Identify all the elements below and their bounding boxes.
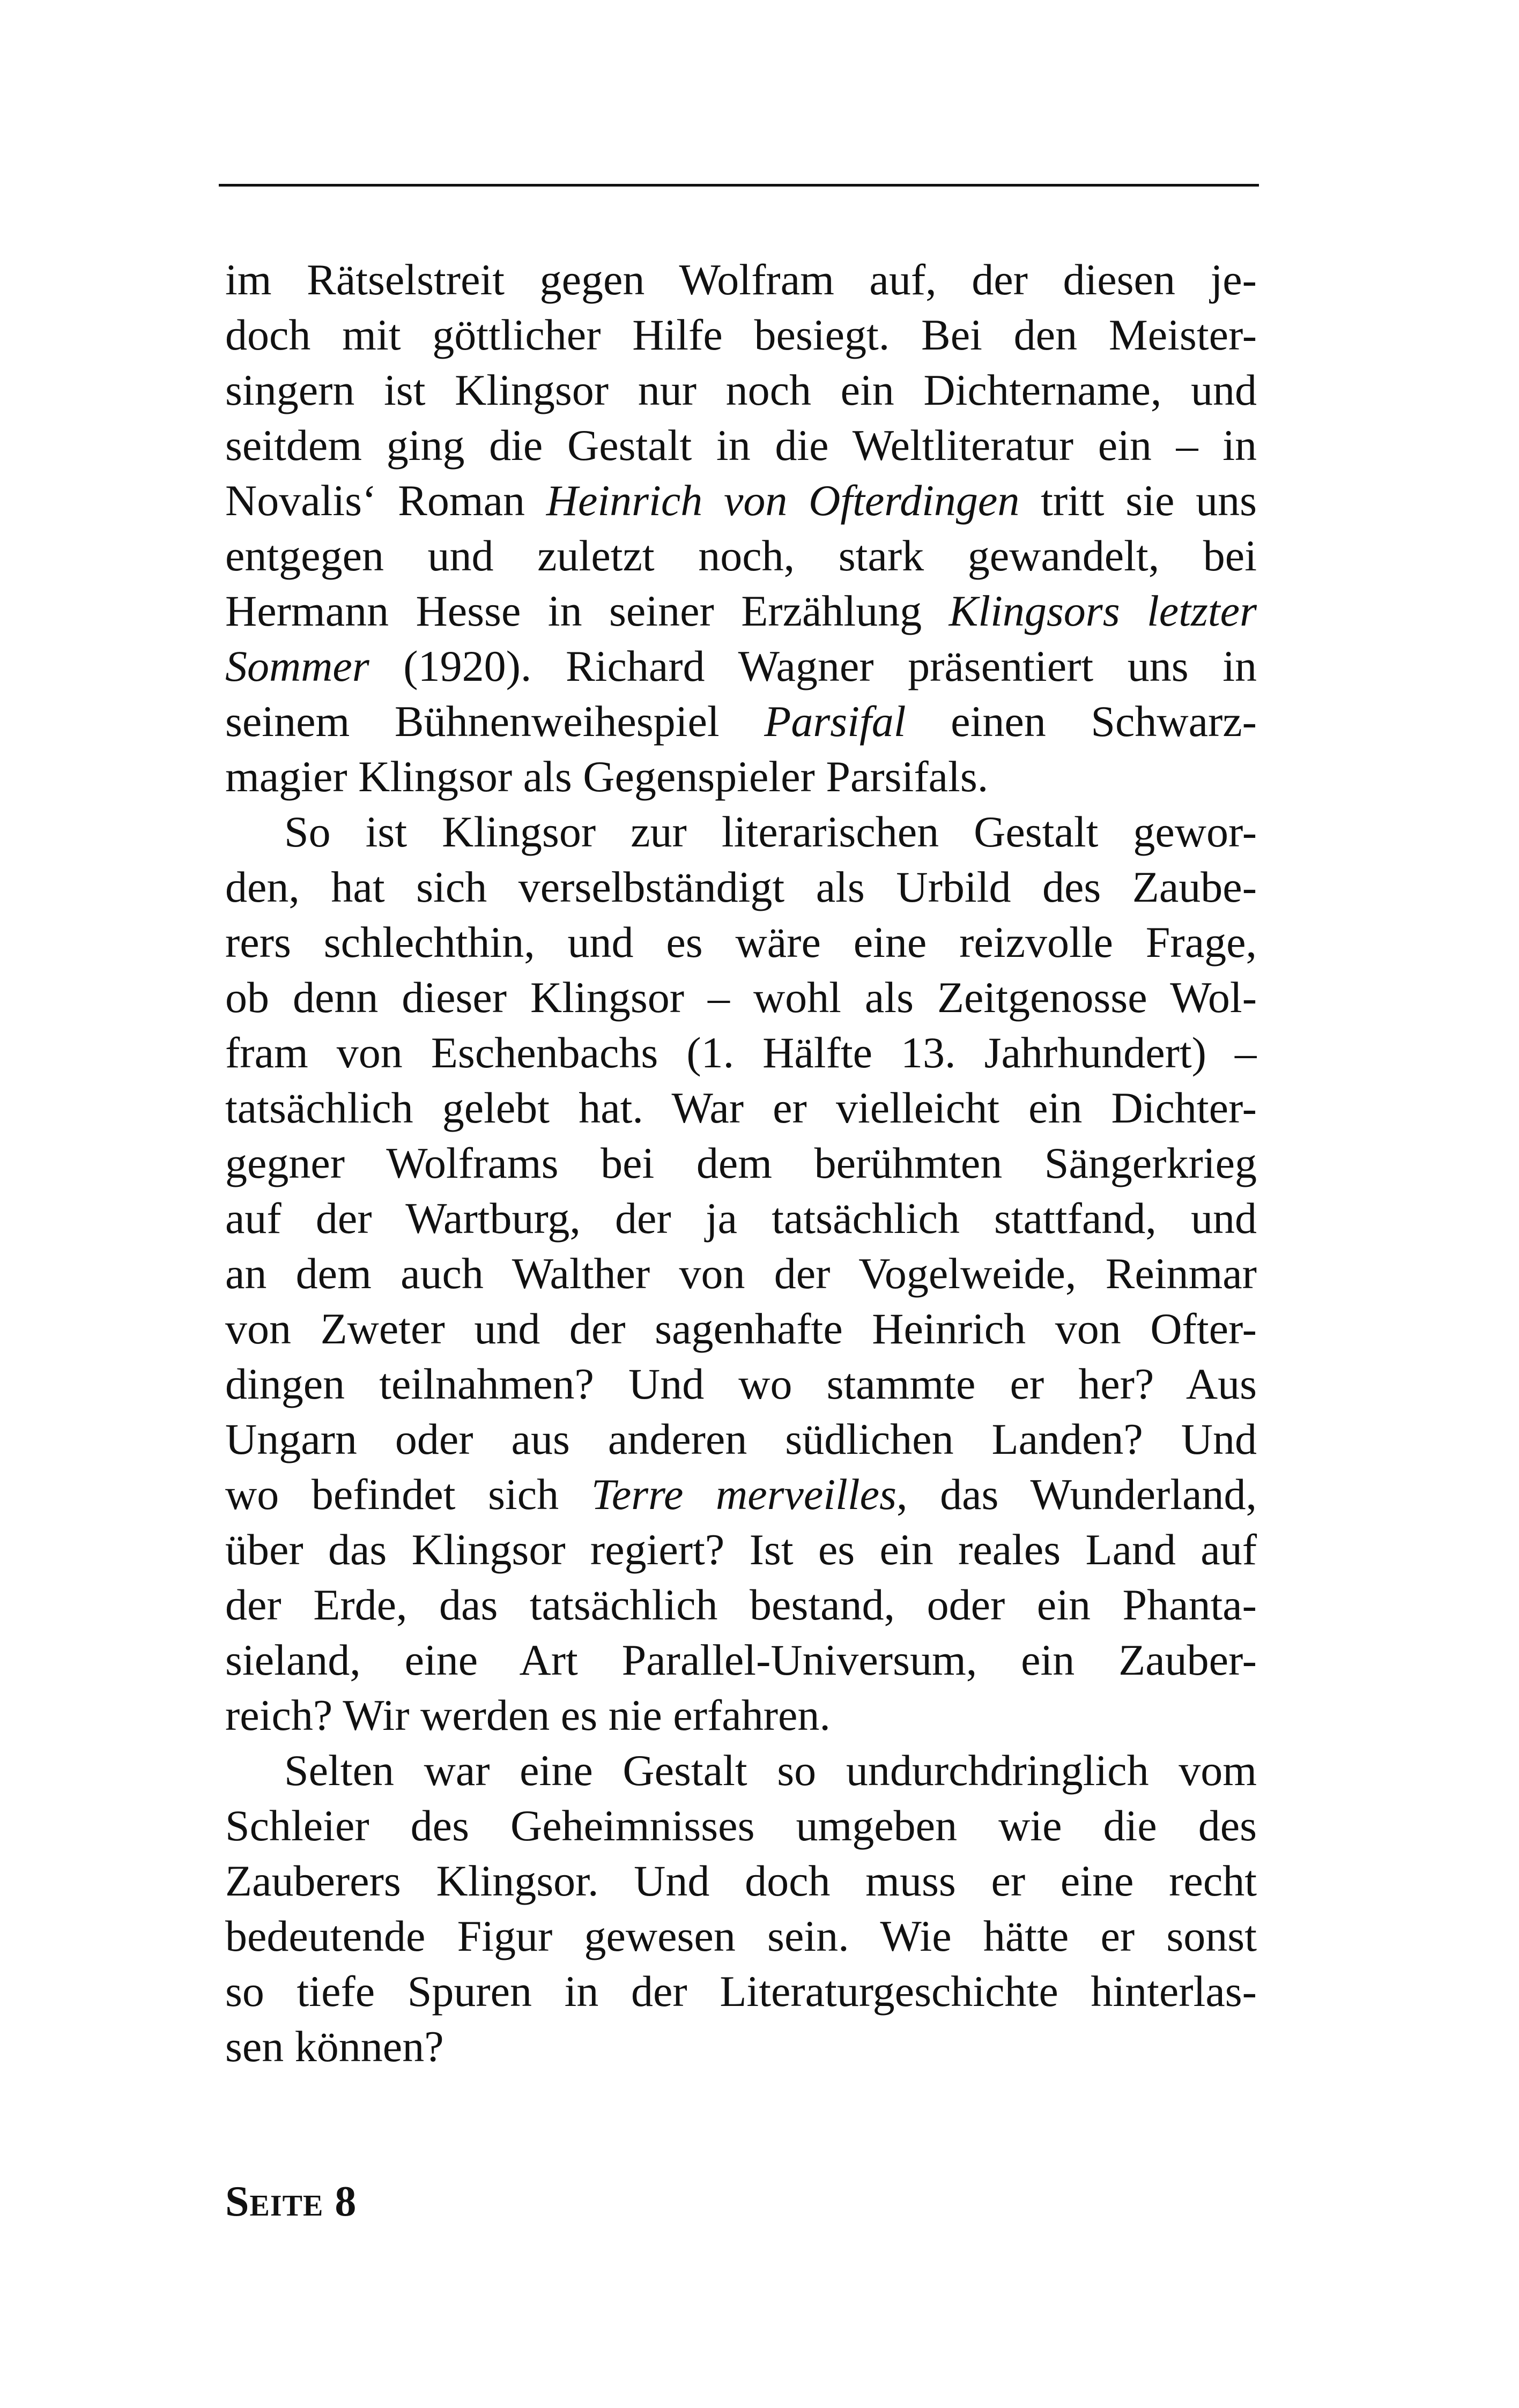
text-line bbox=[225, 1467, 1257, 1522]
text-line bbox=[225, 1301, 1257, 1356]
text-segment: seitdem ging die Gestalt in die Weltliteratur ein – in bbox=[225, 421, 1257, 470]
text-segment: (1920). Richard Wagner präsentiert uns in bbox=[369, 642, 1257, 690]
text-line bbox=[225, 1964, 1257, 2019]
text-line bbox=[225, 859, 1257, 915]
text-segment: , das Wunderland, bbox=[896, 1470, 1257, 1519]
page-number: Seite 8 bbox=[225, 2178, 357, 2225]
header-rule bbox=[219, 184, 1259, 187]
text-line bbox=[225, 1743, 1257, 1798]
text-line bbox=[225, 1853, 1257, 1908]
text-segment: wo befindet sich bbox=[225, 1470, 591, 1519]
text-line bbox=[225, 638, 1257, 694]
body-text bbox=[225, 252, 1257, 2074]
text-segment: sieland, eine Art Parallel-Universum, ein Zauber- bbox=[225, 1636, 1257, 1684]
text-line bbox=[225, 362, 1257, 418]
text-segment: ob denn dieser Klingsor – wohl als Zeitgenosse Wol- bbox=[225, 973, 1257, 1022]
text-segment: einen Schwarz- bbox=[906, 697, 1257, 746]
text-segment: dingen teilnahmen? Und wo stammte er her? Aus bbox=[225, 1359, 1257, 1408]
text-line bbox=[225, 1522, 1257, 1577]
text-segment: So ist Klingsor zur literarischen Gestalt gewor- bbox=[284, 807, 1257, 856]
text-line bbox=[225, 583, 1257, 638]
text-segment: reich? Wir werden es nie erfahren. bbox=[225, 1691, 831, 1740]
text-line bbox=[225, 1577, 1257, 1632]
text-segment: im Rätselstreit gegen Wolfram auf, der diesen je- bbox=[225, 255, 1257, 304]
text-segment: so tiefe Spuren in der Literaturgeschichte hinterlas- bbox=[225, 1967, 1257, 2016]
text-segment: von Zweter und der sagenhafte Heinrich von Ofter- bbox=[225, 1304, 1257, 1353]
italic-title: Terre merveilles bbox=[591, 1470, 896, 1519]
text-segment: Hermann Hesse in seiner Erzählung bbox=[225, 586, 949, 635]
italic-title: Klingsors letzter bbox=[949, 586, 1257, 635]
text-line bbox=[225, 1025, 1257, 1080]
text-segment: magier Klingsor als Gegenspieler Parsifals. bbox=[225, 752, 989, 801]
text-line bbox=[225, 1356, 1257, 1411]
text-line bbox=[225, 1191, 1257, 1246]
italic-title: Heinrich von Ofterdingen bbox=[546, 476, 1020, 525]
text-segment: tritt sie uns bbox=[1019, 476, 1257, 525]
text-segment: sen können? bbox=[225, 2022, 444, 2071]
text-segment: doch mit göttlicher Hilfe besiegt. Bei den Meister- bbox=[225, 310, 1257, 359]
text-line bbox=[225, 1246, 1257, 1301]
text-segment: an dem auch Walther von der Vogelweide, Reinmar bbox=[225, 1249, 1257, 1298]
text-segment: über das Klingsor regiert? Ist es ein reales Land auf bbox=[225, 1525, 1257, 1574]
text-segment: rers schlechthin, und es wäre eine reizvolle Frage, bbox=[225, 918, 1257, 967]
text-line bbox=[225, 970, 1257, 1025]
text-line bbox=[225, 528, 1257, 583]
text-segment: Ungarn oder aus anderen südlichen Landen? Und bbox=[225, 1415, 1257, 1463]
text-segment: entgegen und zuletzt noch, stark gewandelt, bei bbox=[225, 531, 1257, 580]
text-segment: seinem Bühnenweihespiel bbox=[225, 697, 765, 746]
text-segment: Selten war eine Gestalt so undurchdringlich vom bbox=[284, 1746, 1257, 1795]
text-line bbox=[225, 1632, 1257, 1688]
text-line bbox=[225, 1080, 1257, 1135]
text-segment: fram von Eschenbachs (1. Hälfte 13. Jahrhundert) – bbox=[225, 1028, 1257, 1077]
text-line bbox=[225, 1135, 1257, 1191]
text-segment: der Erde, das tatsächlich bestand, oder ein Phanta- bbox=[225, 1580, 1257, 1629]
text-segment: Novalis‘ Roman bbox=[225, 476, 546, 525]
text-line bbox=[225, 252, 1257, 307]
text-line bbox=[225, 1798, 1257, 1853]
text-segment: singern ist Klingsor nur noch ein Dichtername, und bbox=[225, 366, 1257, 414]
text-segment: Schleier des Geheimnisses umgeben wie die des bbox=[225, 1801, 1257, 1850]
text-segment: Zauberers Klingsor. Und doch muss er eine recht bbox=[225, 1856, 1257, 1905]
text-line bbox=[225, 1908, 1257, 1964]
text-line bbox=[225, 1688, 1257, 1743]
text-line bbox=[225, 694, 1257, 749]
text-segment: auf der Wartburg, der ja tatsächlich stattfand, und bbox=[225, 1194, 1257, 1243]
text-line bbox=[225, 418, 1257, 473]
text-line bbox=[225, 749, 1257, 804]
text-segment: gegner Wolframs bei dem berühmten Sängerkrieg bbox=[225, 1139, 1257, 1187]
text-segment: tatsächlich gelebt hat. War er vielleicht ein Dichter- bbox=[225, 1083, 1257, 1132]
italic-title: Sommer bbox=[225, 642, 369, 690]
italic-title: Parsifal bbox=[764, 697, 906, 746]
text-line bbox=[225, 1411, 1257, 1467]
text-line bbox=[225, 2019, 1257, 2074]
text-segment: bedeutende Figur gewesen sein. Wie hätte er sonst bbox=[225, 1912, 1257, 1960]
text-segment: den, hat sich verselbständigt als Urbild des Zaube- bbox=[225, 863, 1257, 911]
text-line bbox=[225, 915, 1257, 970]
text-line bbox=[225, 804, 1257, 859]
text-line bbox=[225, 307, 1257, 362]
text-line bbox=[225, 473, 1257, 528]
